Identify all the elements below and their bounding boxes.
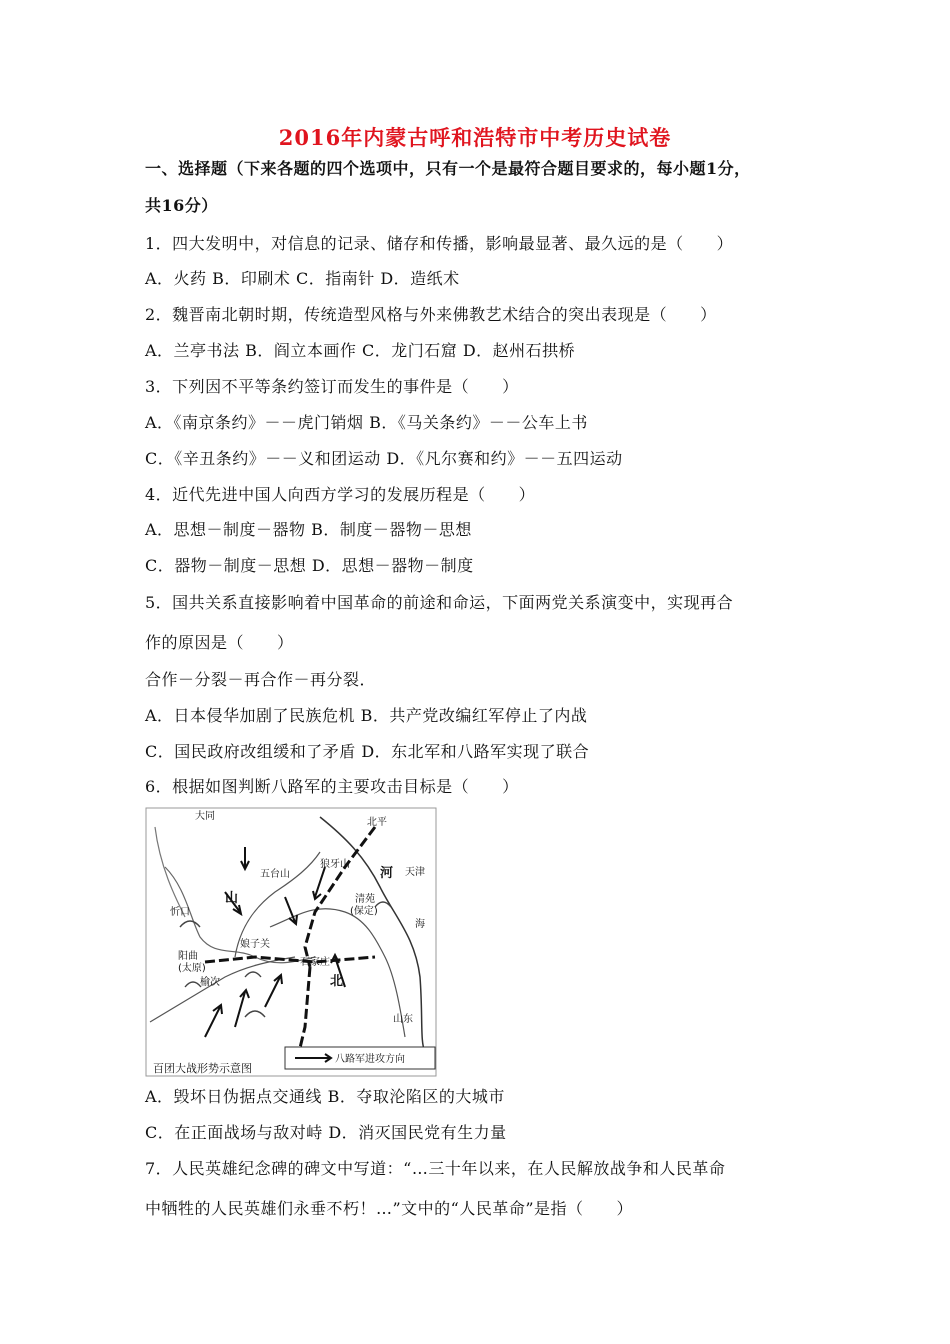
map-label-shan: 山	[225, 891, 239, 906]
question-5: 5．国共关系直接影响着中国革命的前途和命运，下面两党关系演变中，实现再合	[145, 593, 734, 612]
map-label-qingyuan: 清苑	[355, 894, 375, 905]
question-5-cont: 作的原因是（ ）	[145, 633, 294, 652]
question-7: 7．人民英雄纪念碑的碑文中写道：“…三十年以来，在人民解放战争和人民革命	[145, 1159, 726, 1178]
map-label-yangqu: 阳曲	[178, 951, 198, 962]
question-3: 3．下列因不平等条约签订而发生的事件是（ ）	[145, 377, 519, 396]
map-label-hai: 海	[415, 919, 425, 930]
section-heading-cont: 共16分）	[145, 196, 218, 215]
question-5-options-a: A．日本侵华加剧了民族危机 B．共产党改编红军停止了内战	[145, 706, 588, 725]
map-label-shandong: 山东	[393, 1014, 413, 1025]
question-5-options-c: C．国民政府改组缓和了矛盾 D．东北军和八路军实现了联合	[145, 742, 590, 761]
question-4-options-a: A．思想－制度－器物 B．制度－器物－思想	[145, 520, 472, 539]
question-1: 1．四大发明中，对信息的记录、储存和传播，影响最显著、最久远的是（ ）	[145, 234, 734, 253]
question-6-options-c: C．在正面战场与敌对峙 D．消灭国民党有生力量	[145, 1123, 507, 1142]
map-legend: 八路军进攻方向	[335, 1054, 405, 1065]
question-7-cont: 中牺牲的人民英雄们永垂不朽！…”文中的“人民革命”是指（ ）	[145, 1199, 634, 1218]
map-label-baoding: (保定)	[350, 906, 378, 917]
question-4: 4．近代先进中国人向西方学习的发展历程是（ ）	[145, 485, 536, 504]
map-caption: 百团大战形势示意图	[153, 1062, 252, 1075]
map-label-datong: 大同	[195, 811, 215, 822]
page-title: 2016年内蒙古呼和浩特市中考历史试卷	[278, 125, 672, 150]
map-label-bei: 北	[330, 974, 344, 989]
map-label-niangziguan: 娘子关	[240, 939, 270, 950]
map-label-beiping: 北平	[367, 817, 387, 828]
question-2-options: A．兰亭书法 B．阎立本画作 C．龙门石窟 D．赵州石拱桥	[145, 341, 576, 360]
map-label-langyashan: 狼牙山	[320, 859, 350, 870]
question-1-options: A．火药 B．印刷术 C．指南针 D．造纸术	[145, 269, 460, 288]
map-label-tianjin: 天津	[405, 867, 425, 878]
section-heading: 一、选择题（下来各题的四个选项中，只有一个是最符合题目要求的，每小题1分，	[145, 159, 751, 178]
question-3-options-c: C．《辛丑条约》－－义和团运动 D．《凡尔赛和约》－－五四运动	[145, 449, 623, 468]
question-5-material: 合作－分裂－再合作－再分裂．	[145, 670, 377, 689]
map-label-shijiazhuang: 石家庄	[300, 957, 330, 968]
question-3-options-a: A．《南京条约》－－虎门销烟 B．《马关条约》－－公车上书	[145, 413, 588, 432]
map-label-yuci: 榆次	[200, 977, 220, 988]
map-label-he: 河	[380, 866, 394, 881]
map-label-wutaishan: 五台山	[260, 869, 290, 880]
question-4-options-c: C．器物－制度－思想 D．思想－器物－制度	[145, 556, 474, 575]
question-6: 6．根据如图判断八路军的主要攻击目标是（ ）	[145, 777, 519, 796]
question-2: 2．魏晋南北朝时期，传统造型风格与外来佛教艺术结合的突出表现是（ ）	[145, 305, 717, 324]
map-label-taiyuan: (太原)	[178, 963, 206, 974]
battle-map	[145, 807, 437, 1077]
question-6-options-a: A．毁坏日伪据点交通线 B．夺取沦陷区的大城市	[145, 1087, 505, 1106]
map-label-xinkou: 忻口	[170, 907, 190, 918]
